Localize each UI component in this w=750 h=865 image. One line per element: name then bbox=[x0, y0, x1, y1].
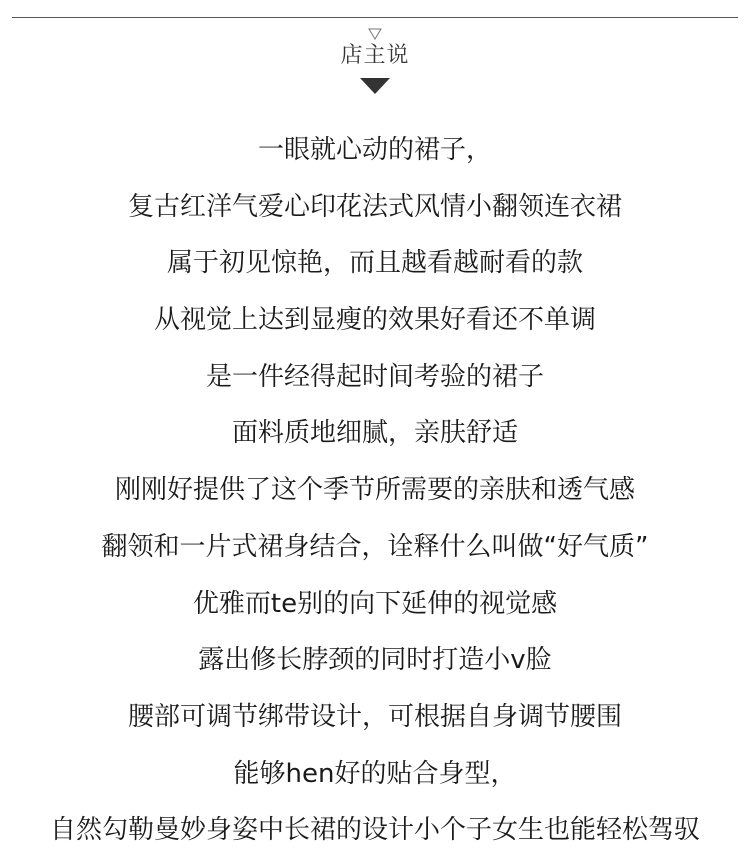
description-line: 是一件经得起时间考验的裙子 bbox=[205, 361, 544, 392]
small-triangle-down-icon bbox=[368, 28, 382, 40]
section-title: 店主说 bbox=[340, 43, 410, 68]
description-line: 优雅而te别的向下延伸的视觉感 bbox=[192, 588, 558, 619]
description-line: 复古红洋气爱心印花法式风情小翻领连衣裙 bbox=[127, 191, 622, 222]
description-line: 翻领和一片式裙身结合，诠释什么叫做“好气质” bbox=[101, 531, 649, 562]
description-line: 刚刚好提供了这个季节所需要的亲肤和透气感 bbox=[114, 475, 635, 506]
description-line: 自然勾勒曼妙身姿中长裙的设计小个子女生也能轻松驾驭 bbox=[49, 815, 700, 846]
description-line: 面料质地细腻，亲肤舒适 bbox=[231, 418, 518, 449]
large-triangle-down-icon bbox=[360, 78, 390, 94]
top-divider bbox=[12, 17, 738, 18]
description-line: 一眼就心动的裙子， bbox=[257, 135, 492, 165]
description-line: 从视觉上达到显瘦的效果好看还不单调 bbox=[153, 305, 596, 336]
description-line: 露出修长脖颈的同时打造小v脸 bbox=[198, 645, 552, 676]
description-line: 能够hen好的贴合身型， bbox=[233, 758, 517, 789]
description-line: 腰部可调节绑带设计，可根据自身调节腰围 bbox=[127, 701, 622, 732]
description-line: 属于初见惊艳，而且越看越耐看的款 bbox=[166, 248, 583, 279]
description-lines bbox=[0, 128, 750, 865]
section-header bbox=[0, 28, 750, 94]
